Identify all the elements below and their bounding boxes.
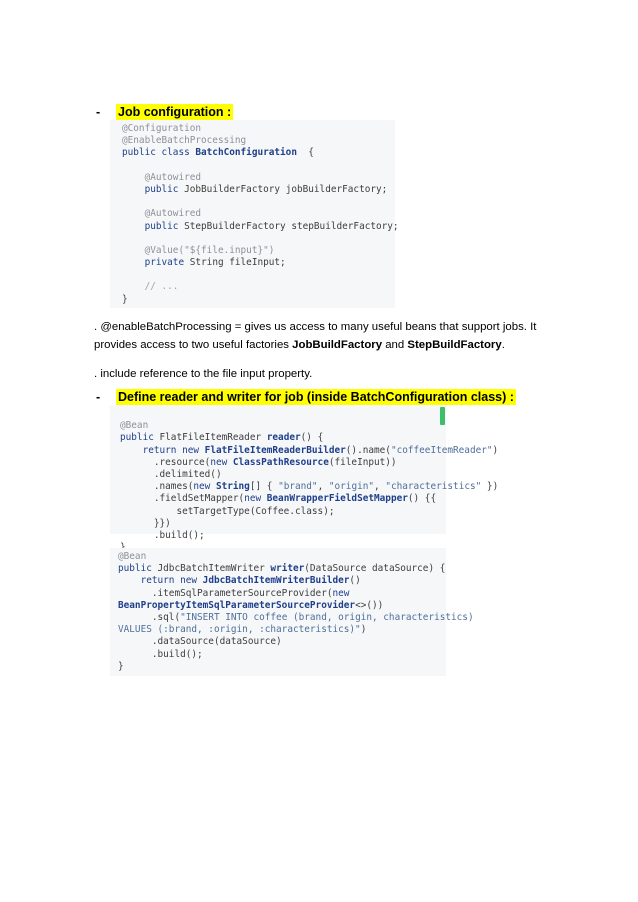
code-line [122, 257, 395, 269]
code-token: setTargetType(Coffee.class); [120, 505, 335, 517]
code-token: (fileInput)) [328, 456, 397, 468]
code-token: public [120, 432, 154, 444]
code-token: JdbcBatchItemWriter [151, 563, 271, 575]
paragraph-file-input-reference: . include reference to the file input property. [94, 368, 313, 380]
code-token: return new [140, 575, 203, 587]
code-token: () {{ [407, 493, 437, 505]
code-token: } [122, 293, 128, 305]
code-token: .delimited() [120, 468, 222, 480]
code-line [122, 196, 395, 208]
code-token [122, 257, 145, 268]
code-token: (DataSource dataSource) { [304, 563, 446, 575]
code-token: } [118, 660, 124, 672]
code-token: ) [360, 624, 367, 636]
code-token: StepBuilderFactory stepBuilderFactory; [178, 220, 399, 232]
code-token: .fieldSetMapper( [120, 493, 245, 505]
code-token: @Bean [120, 420, 149, 432]
code-line [118, 588, 446, 600]
code-token [122, 281, 145, 292]
code-token: // ... [144, 281, 179, 293]
code-line [122, 160, 395, 172]
code-token: }) [481, 481, 499, 493]
code-token [122, 208, 145, 219]
code-line [118, 649, 446, 661]
text-run: and [382, 339, 408, 351]
code-token: .dataSource(dataSource) [118, 636, 282, 648]
scrollbar-marker [440, 407, 445, 425]
code-token: @Autowired [144, 171, 202, 183]
code-line [122, 135, 395, 147]
heading-text: Job configuration : [118, 105, 232, 119]
code-token: ) [492, 444, 499, 456]
heading-text: Define reader and writer for job (inside BatchConfiguration class) : [118, 390, 514, 404]
code-token: FlatFileItemReader [153, 432, 267, 444]
bullet-dash: - [96, 105, 101, 119]
code-line [122, 233, 395, 245]
paragraph-line: . @enableBatchProcessing = gives us access to many useful beans that support jobs. It [94, 321, 537, 333]
code-line [120, 506, 446, 518]
code-line [120, 518, 446, 530]
bold-term-stepbuildfactory: StepBuildFactory [407, 339, 502, 351]
code-token: .sql( [118, 611, 181, 623]
code-line [118, 636, 446, 648]
section-heading-reader-writer [96, 389, 514, 405]
code-token: @EnableBatchProcessing [122, 135, 247, 147]
paragraph-enable-batch-processing [94, 318, 554, 354]
code-token [122, 184, 145, 195]
code-token: FlatFileItemReaderBuilder [204, 444, 346, 456]
code-line [118, 624, 446, 636]
code-token: () { [300, 432, 324, 444]
code-token: String fileInput; [184, 257, 286, 269]
code-token: @Autowired [144, 208, 202, 220]
code-line [122, 281, 395, 293]
code-token: <>()) [355, 599, 384, 611]
code-line [120, 481, 499, 493]
code-line [122, 220, 399, 233]
code-line [120, 444, 499, 457]
code-line [120, 493, 446, 505]
text-run: provides access to two useful factories [94, 339, 293, 351]
code-block-reader-bean [110, 405, 499, 541]
code-token: String [215, 481, 250, 493]
code-line [118, 575, 446, 587]
code-token: }}) [120, 517, 171, 529]
code-token: () [349, 575, 361, 587]
section-heading-job-configuration [96, 104, 296, 120]
bold-term-jobbuildfactory: JobBuildFactory [292, 339, 383, 351]
code-token [120, 445, 143, 456]
code-line [118, 661, 446, 673]
code-token: @Value("${file.input}") [144, 244, 275, 256]
code-token [122, 245, 145, 256]
bullet-dash: - [96, 390, 101, 404]
code-line [118, 611, 474, 624]
code-line [120, 457, 446, 469]
code-line [122, 172, 395, 184]
code-token: , [374, 481, 386, 493]
code-token: @Configuration [122, 123, 202, 134]
code-token: new [332, 587, 350, 599]
code-token: ClassPathResource [232, 456, 329, 468]
code-token: { [296, 147, 314, 159]
code-token: "brand" [278, 481, 318, 493]
paragraph-line [94, 336, 554, 354]
text-run: . [501, 339, 505, 351]
code-token [122, 221, 145, 232]
code-token: public [118, 563, 152, 575]
code-token [122, 172, 145, 183]
code-token: ().name( [345, 444, 391, 456]
code-token: public [144, 183, 179, 195]
code-token: BatchConfiguration [195, 147, 297, 159]
code-token: "characteristics" [385, 481, 482, 493]
code-line [122, 147, 395, 159]
code-line [120, 530, 446, 542]
code-token: .names( [120, 481, 194, 493]
code-token: private [144, 257, 185, 269]
code-token: new [244, 493, 267, 505]
code-token: "origin" [328, 481, 375, 493]
code-token: return new [142, 444, 205, 456]
code-line [120, 432, 446, 444]
code-token: .itemSqlParameterSourceProvider( [118, 587, 333, 599]
code-line [122, 294, 395, 306]
code-token: [] { [249, 481, 279, 493]
code-token: new [193, 481, 216, 493]
code-token [118, 575, 141, 586]
code-line [120, 420, 446, 432]
code-token: JdbcBatchItemWriterBuilder [202, 575, 350, 587]
code-token: VALUES (:brand, :origin, :characteristics)" [118, 624, 361, 636]
code-token: public class [122, 147, 196, 159]
code-line [122, 269, 395, 281]
code-line [122, 208, 395, 220]
code-token: BeanWrapperFieldSetMapper [266, 493, 408, 505]
code-block-writer-bean [110, 548, 474, 676]
code-token: .build(); [118, 648, 203, 660]
code-token: JobBuilderFactory jobBuilderFactory; [178, 183, 388, 195]
code-token: reader [266, 432, 301, 444]
code-line [120, 469, 446, 481]
code-line [118, 600, 446, 612]
code-token: writer [270, 563, 305, 575]
code-line [122, 123, 395, 135]
code-token: @Bean [118, 551, 147, 562]
code-token: "coffeeItemReader" [390, 444, 493, 456]
code-token: .build(); [120, 529, 205, 541]
code-line [118, 551, 446, 563]
code-token: BeanPropertyItemSqlParameterSourceProvider [118, 599, 356, 611]
code-token: "INSERT INTO coffee (brand, origin, characteristics) [180, 611, 474, 623]
code-token: , [317, 481, 329, 493]
code-block-batch-configuration [110, 120, 399, 308]
code-token: new [210, 456, 233, 468]
code-line [122, 184, 395, 196]
code-token: .resource( [120, 456, 211, 468]
code-token: public [144, 220, 179, 232]
code-line [118, 563, 446, 575]
code-line [122, 245, 395, 257]
